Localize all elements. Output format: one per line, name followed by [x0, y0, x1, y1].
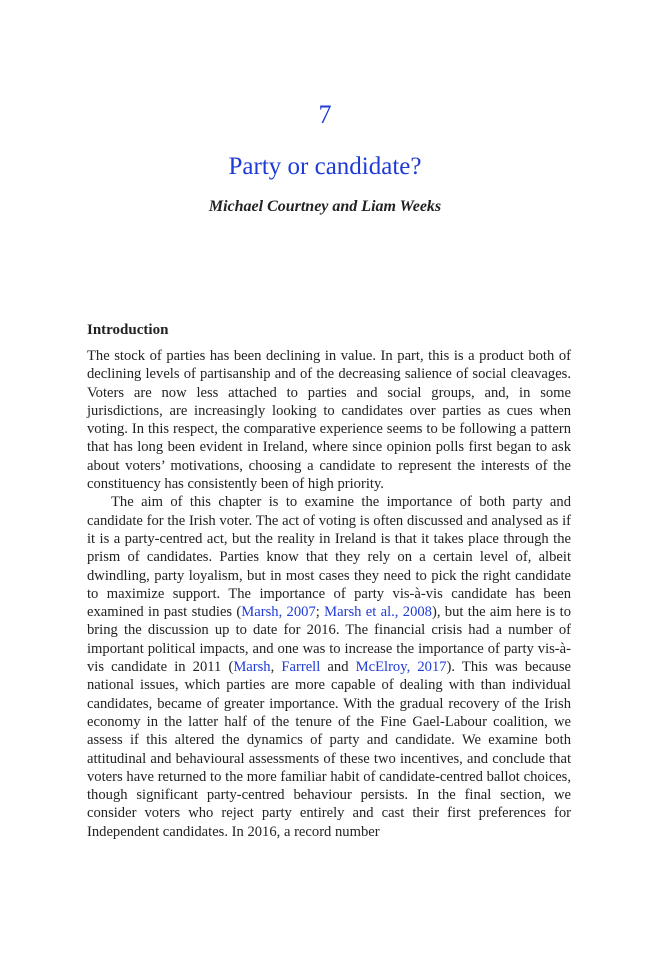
paragraph-2-text: ). This was because national issues, which parties are more capable of dealing with than individual candidates, became of greater importance. With the gradual recovery of the Irish economy in the latter half of the tenure of the Fine Gael-Labour coalition, we assess if this altered the dynamics of party and candidate. We examine both attitudinal and behavioural assessments of these two incentives, and conclude that voters have returned to the more familiar habit of candidate-centred ballot choices, though significant party-centred behaviour persists. In the final section, we consider voters who reject party entirely and cast their first preferences for Independent candidates. In 2016, a record number [87, 659, 572, 840]
citation-link[interactable]: Farrell [281, 659, 321, 676]
paragraph-2-text: , [270, 659, 282, 676]
chapter-authors: Michael Courtney and Liam Weeks [208, 198, 442, 215]
body-text [87, 347, 571, 841]
paragraph-2 [87, 493, 571, 841]
citation-link[interactable]: McElroy, 2017 [355, 659, 447, 676]
citation-link[interactable]: Marsh et al., 2008 [324, 604, 432, 621]
chapter-number: 7 [318, 100, 332, 129]
paragraph-2-text: The aim of this chapter is to examine the importance of both party and candidate for the Irish voter. The act of voting is often discussed and analysed as if it is a party-centred act, but the reality in Ireland is that it takes place through the prism of candidates. Parties know that they rely on a certain level of, albeit dwindling, party loyalism, but in most cases they need to pick the right candidate to maximize support. The importance of party vis-à-vis candidate has been examined in past studies ( [87, 494, 571, 621]
paragraph-2-text: ), but the aim here is to bring the discussion up to date for 2016. The financial crisis had a number of important political impacts, and one was to increase the importance of party vis-à-vis candidate in 2011 ( [87, 604, 571, 676]
chapter-title: Party or candidate? [228, 153, 422, 180]
paragraph-1: The stock of parties has been declining in value. In part, this is a product both of declining levels of partisanship and of the decreasing salience of social cleavages. Voters are now less attached to parties and social groups, and, in some jurisdictions, are increasingly looking to candidates over parties as cues when voting. In this respect, the comparative experience seems to be following a pattern that has long been evident in Ireland, where since opinion polls first began to ask about voters’ motivations, choosing a candidate to represent the interests of the constituency has consistently been of high priority. [87, 348, 571, 493]
citation-link[interactable]: Marsh, 2007 [241, 604, 316, 621]
citation-link[interactable]: Marsh [233, 659, 271, 676]
section-heading: Introduction [87, 322, 169, 338]
paragraph-2-text: and [320, 659, 356, 676]
paragraph-2-text: ; [315, 604, 325, 621]
